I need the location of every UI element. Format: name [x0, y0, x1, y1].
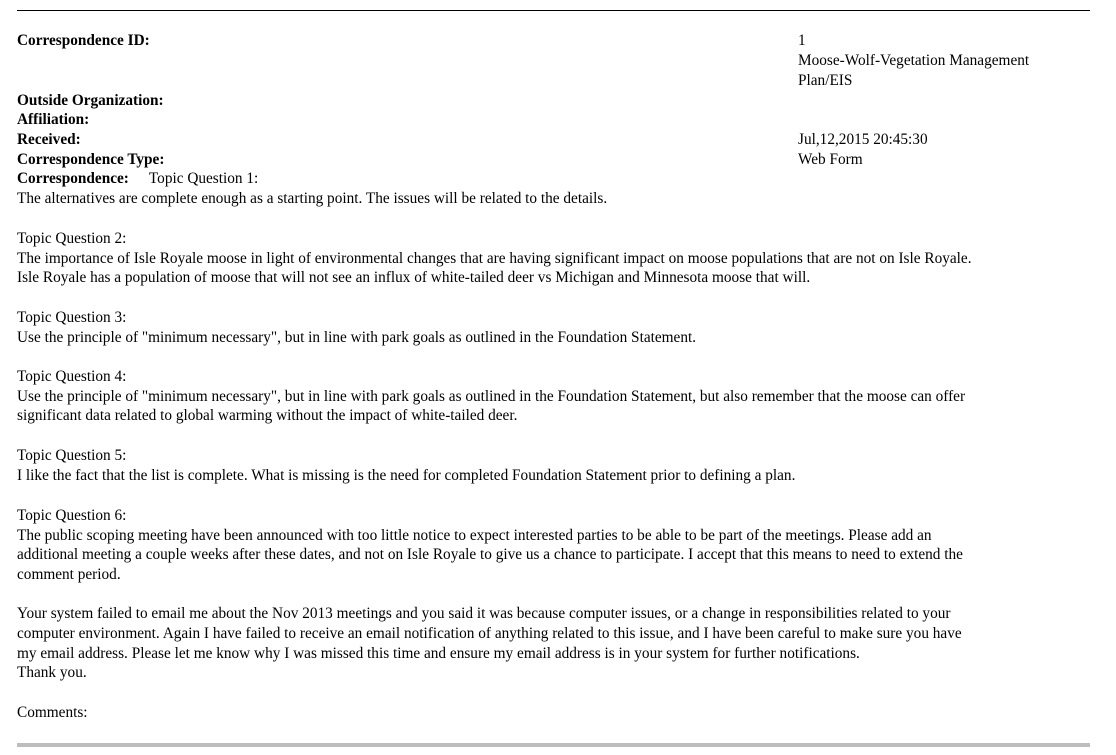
email-paragraph-line1: Your system failed to email me about the Nov 2013 meetings and you said it was because computer issues, or a change in responsibilities related to your [17, 605, 951, 622]
topic-question-3-title: Topic Question 3: [17, 309, 127, 326]
correspondence-id-label: Correspondence ID: [17, 32, 150, 49]
topic-question-6-text-line3: comment period. [17, 566, 121, 583]
correspondence-type-value: Web Form [798, 151, 863, 168]
correspondence-row [17, 169, 258, 189]
correspondence-type-label: Correspondence Type: [17, 151, 165, 168]
topic-question-2-text-line2: Isle Royale has a population of moose that will not see an influx of white-tailed deer vs Michigan and Minnesota moose that will. [17, 269, 811, 286]
topic-question-2-text-line1: The importance of Isle Royale moose in light of environmental changes that are having significant impact on moose populations that are not on Isle Royale. [17, 250, 972, 267]
email-paragraph-line2: computer environment. Again I have failed to receive an email notification of anything related to this issue, and I have been careful to make sure you have [17, 625, 962, 642]
topic-question-1-text: The alternatives are complete enough as a starting point. The issues will be related to the details. [17, 190, 608, 207]
received-label: Received: [17, 131, 81, 148]
received-value: Jul,12,2015 20:45:30 [798, 131, 928, 148]
project-name-line1: Moose-Wolf-Vegetation Management [798, 52, 1030, 69]
correspondence-id-value: 1 [798, 32, 806, 49]
topic-question-2-title: Topic Question 2: [17, 230, 127, 247]
correspondence-label: Correspondence: [17, 170, 129, 187]
thank-you-line: Thank you. [17, 664, 87, 681]
topic-question-4-text-line1: Use the principle of "minimum necessary", but in line with park goals as outlined in the Foundation Statement, but also remember that the moose can offer [17, 388, 966, 405]
topic-question-1-title: Topic Question 1: [148, 170, 259, 187]
bottom-divider [17, 743, 1090, 747]
comments-label: Comments: [17, 704, 88, 721]
topic-question-4-text-line2: significant data related to global warming without the impact of white-tailed deer. [17, 407, 518, 424]
topic-question-3-text: Use the principle of "minimum necessary", but in line with park goals as outlined in the Foundation Statement. [17, 329, 697, 346]
topic-question-5-text: I like the fact that the list is complete. What is missing is the need for completed Foundation Statement prior to defining a plan. [17, 467, 796, 484]
topic-question-5-title: Topic Question 5: [17, 447, 127, 464]
top-divider [17, 10, 1090, 11]
affiliation-label: Affiliation: [17, 111, 90, 128]
topic-question-4-title: Topic Question 4: [17, 368, 127, 385]
topic-question-6-text-line1: The public scoping meeting have been announced with too little notice to expect interested parties to be able to be part of the meetings. Please add an [17, 527, 932, 544]
email-paragraph-line3: my email address. Please let me know why I was missed this time and ensure my email address is in your system for further notifications. [17, 645, 860, 662]
project-name-line2: Plan/EIS [798, 72, 853, 89]
topic-question-6-text-line2: additional meeting a couple weeks after these dates, and not on Isle Royale to give us a chance to participate. I accept that this means to need to extend the [17, 546, 963, 563]
topic-question-6-title: Topic Question 6: [17, 507, 127, 524]
outside-organization-label: Outside Organization: [17, 92, 164, 109]
